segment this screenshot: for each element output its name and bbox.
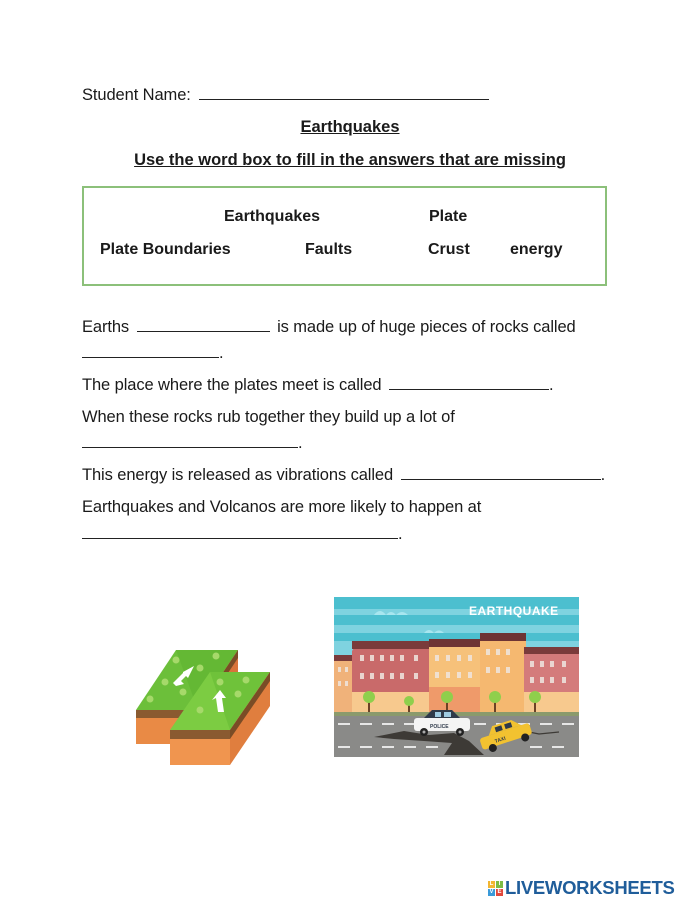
- sentence-text: Earths: [82, 318, 130, 336]
- svg-text:POLICE: POLICE: [430, 724, 449, 730]
- word-crust[interactable]: Crust: [428, 241, 470, 258]
- sentence-4: [82, 464, 605, 485]
- sentence-2: [82, 374, 553, 395]
- sentence-punct: .: [398, 525, 403, 543]
- sentence-text: This energy is released as vibrations called: [82, 466, 394, 484]
- sentence-3: [82, 407, 455, 427]
- word-faults[interactable]: Faults: [305, 241, 353, 258]
- sentence-text: When these rocks rub together they build up a lot of: [82, 408, 455, 426]
- sentence-text: is made up of huge pieces of rocks called: [277, 318, 576, 336]
- sentence-text: Earthquakes and Volcanos are more likely to happen at: [82, 498, 482, 516]
- word-plate[interactable]: Plate: [429, 208, 468, 225]
- sentence-punct: .: [298, 434, 303, 452]
- plates-diagram-icon: [128, 632, 278, 767]
- earthquake-scene-illustration: [334, 597, 579, 757]
- tectonic-plates-illustration: [128, 632, 278, 767]
- earthquake-city-icon: [334, 597, 579, 757]
- answer-blank-1[interactable]: [137, 316, 270, 332]
- answer-blank-5[interactable]: [401, 464, 601, 480]
- word-plate-boundaries[interactable]: Plate Boundaries: [100, 241, 231, 258]
- word-energy[interactable]: energy: [510, 241, 563, 258]
- svg-text:TAXI: TAXI: [494, 735, 507, 745]
- answer-blank-4[interactable]: [82, 432, 298, 448]
- answer-blank-6[interactable]: [82, 523, 398, 539]
- brand-name: LIVEWORKSHEETS: [505, 877, 675, 898]
- liveworksheets-logo[interactable]: [488, 877, 675, 899]
- word-box: [82, 186, 607, 286]
- worksheet-title: Earthquakes: [300, 118, 400, 136]
- sentence-punct: .: [219, 344, 224, 362]
- sentence-3-cont: [82, 432, 302, 453]
- sentence-punct: .: [548, 376, 554, 394]
- answer-blank-2[interactable]: [82, 342, 219, 358]
- student-name-row: [82, 84, 489, 105]
- sentence-1-cont: [82, 342, 223, 363]
- answer-blank-3[interactable]: [389, 374, 549, 390]
- sentence-punct: .: [600, 466, 606, 484]
- sentence-5: [82, 497, 481, 517]
- word-earthquakes[interactable]: Earthquakes: [224, 208, 321, 225]
- sentence-5-cont: [82, 523, 402, 544]
- sentence-text: The place where the plates meet is called: [82, 376, 382, 394]
- sentence-1: [82, 316, 576, 337]
- student-name-blank[interactable]: [199, 84, 489, 100]
- logo-live-icon: L I V E: [489, 880, 502, 895]
- svg-text:EARTHQUAKE: EARTHQUAKE: [469, 604, 559, 618]
- instructions: Use the word box to fill in the answers that are missing: [134, 151, 566, 169]
- student-name-label: Student Name:: [82, 86, 191, 104]
